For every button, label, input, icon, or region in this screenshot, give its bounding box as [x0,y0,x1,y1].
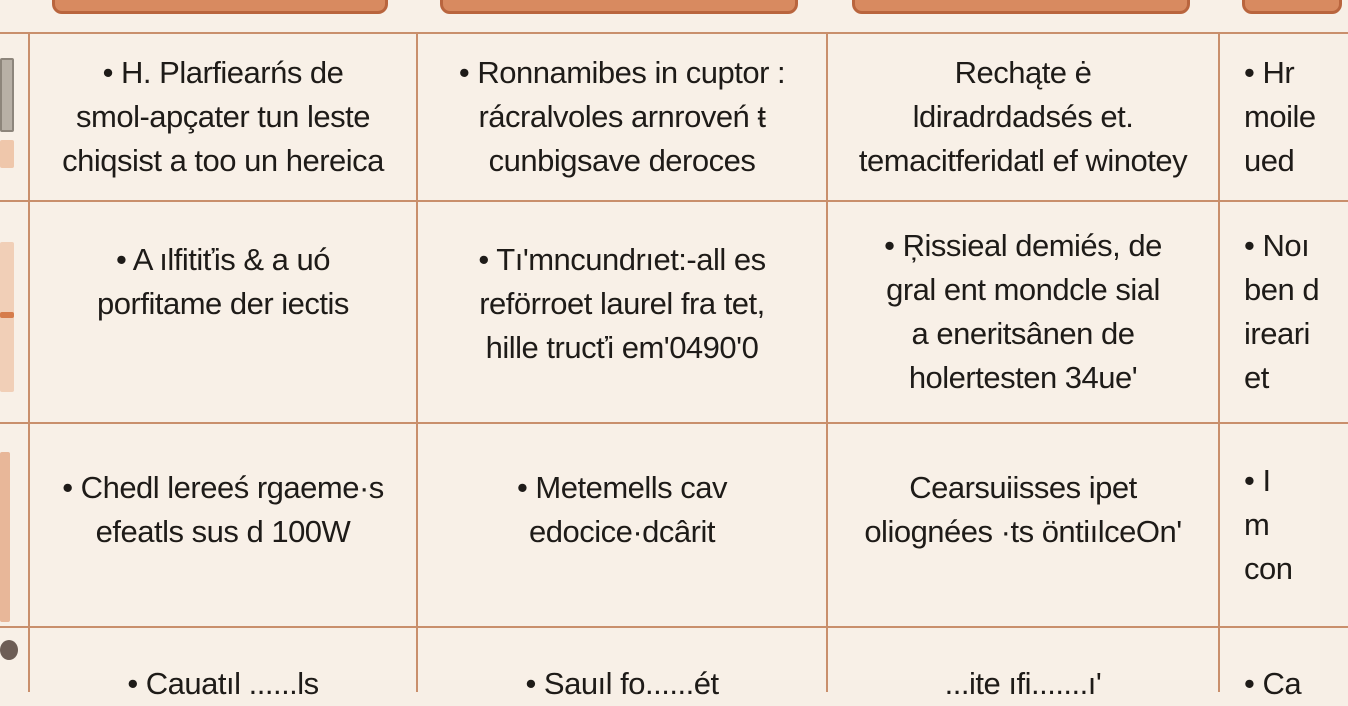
table-cell [828,202,1218,422]
cell-text: ...ite ıfi.......ı' [944,666,1102,701]
cell-text: • Cauatıl ......ls [127,666,319,701]
table-cell [1220,424,1320,626]
content-table [28,32,1328,701]
left-deco-icon [0,312,14,318]
cell-text: • Hr moile ued [1244,55,1316,178]
cell-text: • H. Plarfiearńs de smol-apçater tun leste chiqsist a too un hereica [62,55,384,178]
column-header-tab-3 [852,0,1190,14]
table-cell [30,202,416,422]
cell-text: • Sauıl fo......ét [525,666,719,701]
table-cell [1220,34,1320,200]
table-cell [418,424,826,626]
cell-text: • Noı ben d ireari et [1244,228,1320,395]
table-cell [418,34,826,200]
column-header-tab-2 [440,0,798,14]
left-deco-icon [0,452,10,622]
table-cell [418,628,826,701]
table-cell [1220,202,1320,422]
cell-text: • Tı'mncundrıet:-all es reförroet laurel fra tet, hille trucťi em'0490'0 [478,242,766,365]
cell-text: • Ŗissieal demiés, de gral ent mondcle sial a eneritsânen de holertesten 34ue' [884,228,1162,395]
cell-text: • A ılfitiťis & a uó porfitame der iectis [97,242,349,321]
table-cell [418,202,826,422]
table-cell [30,34,416,200]
column-header-tab-4 [1242,0,1342,14]
left-deco-icon [0,58,14,132]
table-cell [30,628,416,701]
cell-text: Rechąte ė ldiradrdadsés et. temacitferidatl ef winotey [858,55,1188,178]
table-cell [828,424,1218,626]
cell-text: • Chedl lereeś rgaeme·s efeatls sus d 100W [62,470,384,549]
table-cell [30,424,416,626]
cell-text: • Ronnamibes in cuptor : rácralvoles arnroveń ŧ cunbigsave deroces [458,55,786,178]
table-cell [1220,628,1320,701]
left-cropped-column [0,32,28,692]
cell-text: • Ca [1244,666,1302,701]
rose-icon [0,640,18,660]
column-header-tab-1 [52,0,388,14]
cell-text: • I m con [1244,463,1293,586]
table-cell [828,628,1218,701]
left-deco-icon [0,140,14,168]
cell-text: Cearsuiisses ipet oliognées ·ts öntiılceOn' [864,470,1182,549]
cell-text: • Metemells cav edocice·dcârit [516,470,728,549]
table-cell [828,34,1218,200]
